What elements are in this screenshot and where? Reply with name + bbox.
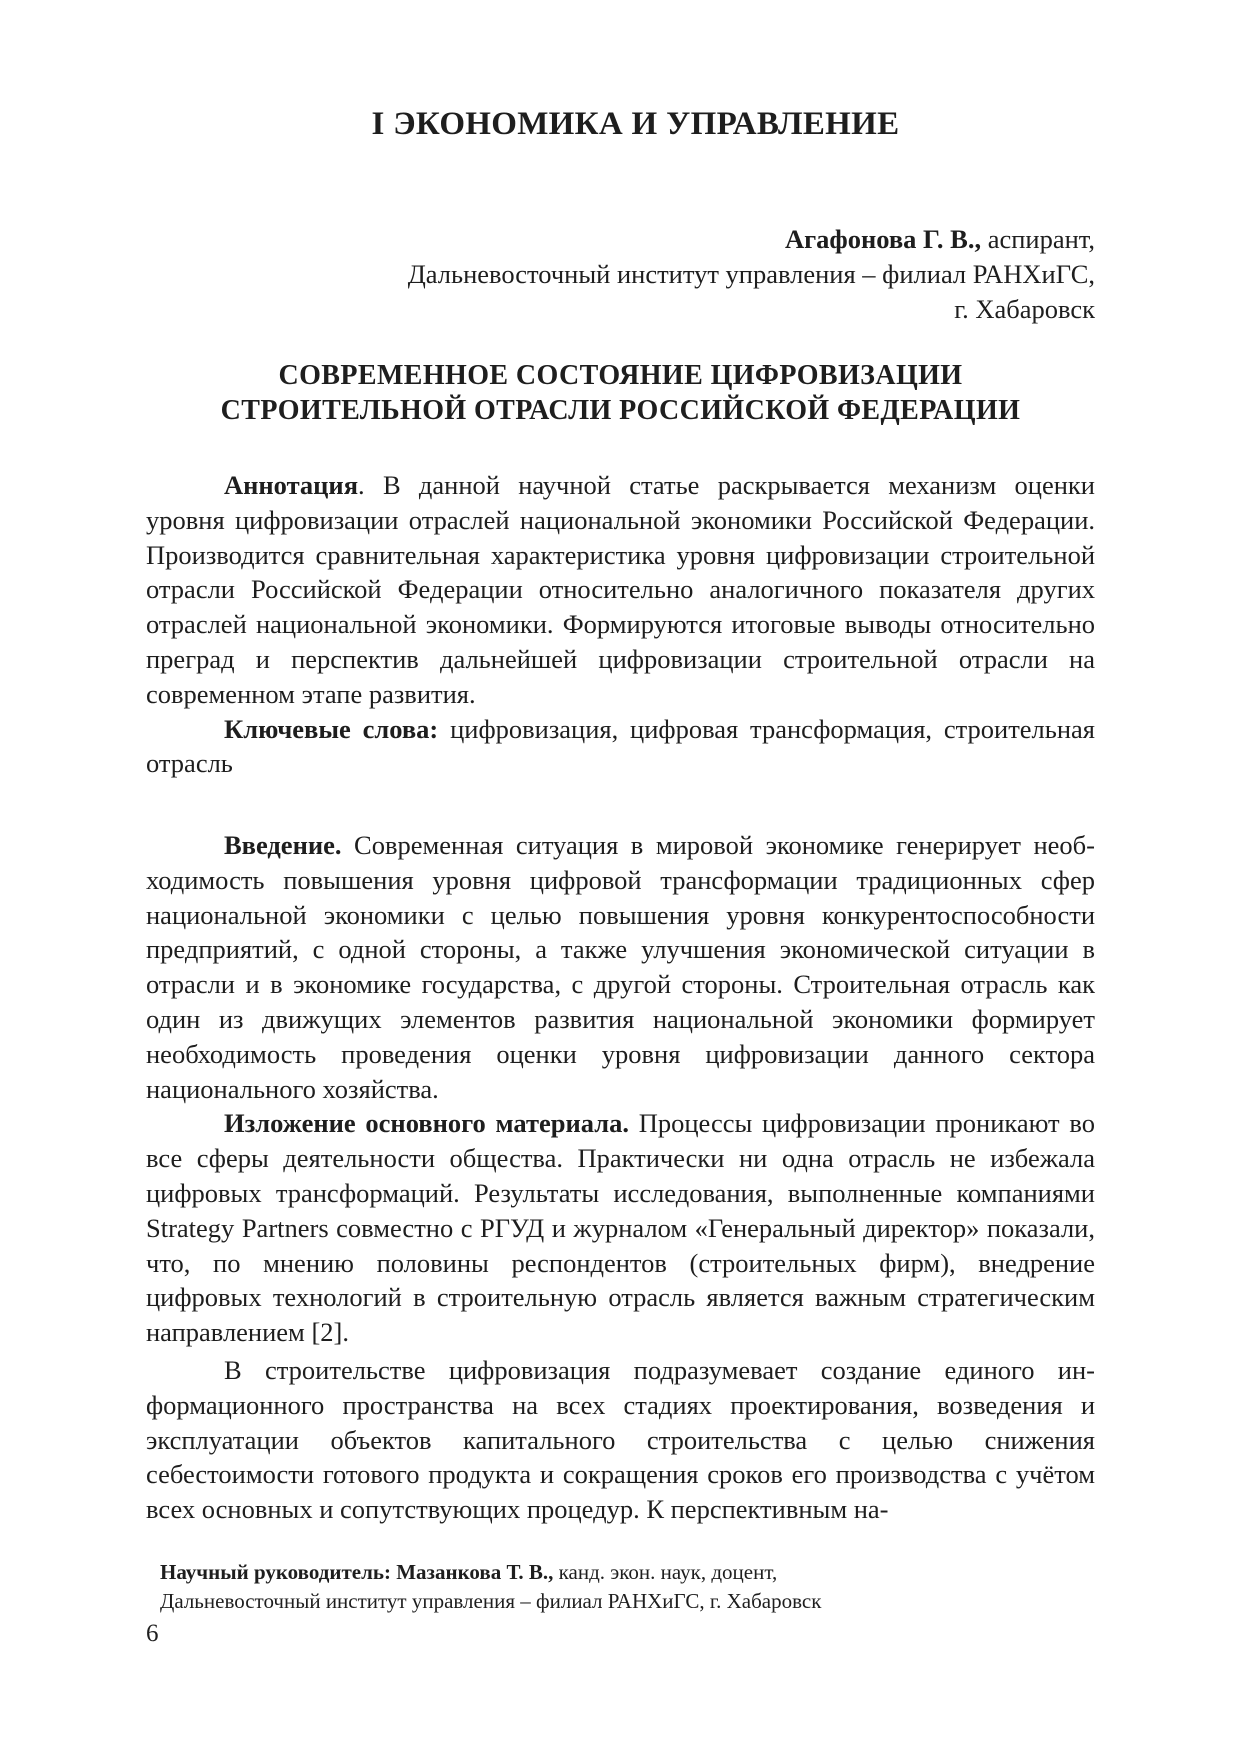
- abstract-label: Аннотация: [224, 470, 359, 500]
- author-institution: Дальневосточный институт управления – филиал РАНХиГС,: [407, 259, 1095, 289]
- article-title: [146, 358, 1095, 428]
- abstract-paragraph: [146, 468, 1095, 712]
- abstract-section: [146, 468, 1095, 781]
- introduction-text: Современная ситуация в мировой экономике генерирует необходимость повышения уровня цифровой трансформации традиционных сфер национальной экономики с целью повышения уровня конкурентоспособности предприятий, с одной стороны, а также улучшения экономической ситуации в отрасли и в экономике государства, с другой стороны. Строительная отрасль как один из движущих элементов развития национальной экономики формирует необходимость проведения оценки уровня цифровизации данного сектора национального хозяйства.: [146, 830, 1095, 1104]
- keywords-label: Ключевые слова:: [224, 713, 439, 744]
- author-role: аспирант,: [981, 224, 1095, 254]
- footnote-label: Научный руководитель: Мазанкова Т. В.,: [160, 1560, 554, 1584]
- main-material-paragraph: [146, 1106, 1095, 1350]
- author-name: Агафонова Г. В.,: [784, 224, 982, 254]
- article-title-line-1: СОВРЕМЕННОЕ СОСТОЯНИЕ ЦИФРОВИЗАЦИИ: [278, 360, 963, 391]
- keywords-text: цифровизация, цифровая трансформация, строительная отрасль: [146, 713, 1095, 779]
- introduction-paragraph: [146, 828, 1095, 1106]
- abstract-text: . В данной научной статье раскрывается механизм оценки уровня цифровизации отраслей национальной экономики Российской Федерации. Производится сравнительная характеристика уровня цифровизации строительной отрасли Российской Федерации относительно аналогичного показателя других отраслей национальной экономики. Формируются итоговые выводы относительно преград и перспектив дальнейшей цифровизации строительной отрасли на современном этапе развития.: [146, 470, 1095, 709]
- main-body: [146, 828, 1095, 1527]
- main-material-label: Изложение основного материала.: [224, 1108, 629, 1139]
- footnote: [160, 1558, 821, 1616]
- construction-paragraph: В строительстве цифровизация подразумевает создание единого информационного пространства на всех стадиях проектирования, возведения и эксплуатации объектов капитального строительства с целью снижения себестоимости готового продукта и сокращения сроков его производства с учётом всех основных и сопутствующих процедур. К перспективным на-: [146, 1354, 1095, 1525]
- author-block: [408, 222, 1095, 327]
- introduction-label: Введение.: [224, 830, 342, 860]
- main-material-text: Процессы цифровизации проникают во все сферы деятельности общества. Практически ни одна отрасль не избежала цифровых трансформаций. Результаты исследования, выполненные компаниями Strategy Partners совместно с РГУД и журналом «Генеральный директор» показали, что, по мнению половины респондентов (строительных фирм), внедрение цифровых технологий в строительную отрасль является важным стратегическим направлением [2].: [146, 1108, 1095, 1348]
- section-heading: I ЭКОНОМИКА И УПРАВЛЕНИЕ: [371, 106, 900, 142]
- footnote-line-1: [160, 1558, 821, 1587]
- footnote-role: канд. экон. наук, доцент,: [553, 1560, 778, 1584]
- author-city: г. Хабаровск: [954, 294, 1095, 324]
- footnote-institution: Дальневосточный институт управления – филиал РАНХиГС, г. Хабаровск: [160, 1589, 822, 1613]
- page-number: 6: [146, 1620, 159, 1647]
- keywords-paragraph: [146, 712, 1095, 782]
- author-line: [408, 222, 1095, 257]
- article-title-line-2: СТРОИТЕЛЬНОЙ ОТРАСЛИ РОССИЙСКОЙ ФЕДЕРАЦИИ: [220, 395, 1021, 426]
